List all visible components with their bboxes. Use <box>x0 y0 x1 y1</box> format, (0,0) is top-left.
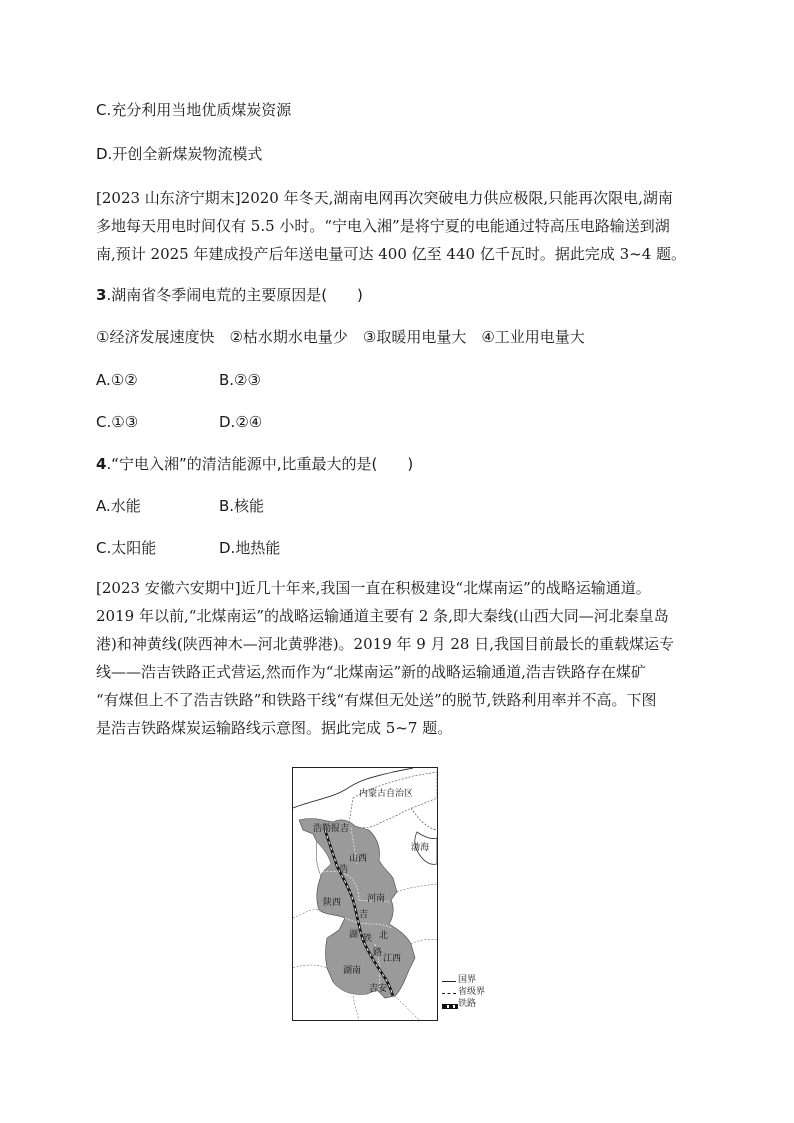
q4-option-b: B.核能 <box>219 497 265 515</box>
outer-boundary-w1 <box>293 910 319 918</box>
label-henan: 河南 <box>367 894 386 904</box>
question-3-stem: .湖南省冬季闹电荒的主要原因是( ) <box>106 286 363 304</box>
outer-boundary-w2 <box>293 965 327 968</box>
label-lu: 路 <box>373 948 383 958</box>
outer-boundary-e2 <box>411 939 437 944</box>
label-inner-mongolia: 内蒙古自治区 <box>359 789 414 799</box>
legend-national-border: 国界 <box>458 975 477 985</box>
legend-railway: 铁路 <box>458 999 477 1009</box>
label-bohai: 渤海 <box>411 843 430 853</box>
legend-provincial-border: 省级界 <box>458 987 486 997</box>
passage1-line3: 南,预计 2025 年建成投产后年送电量可达 400 亿至 440 亿千瓦时。据此完成 3~4 题。 <box>96 245 687 263</box>
q4-option-d: D.地热能 <box>219 539 281 557</box>
label-tie: 铁 <box>363 934 373 944</box>
question-3-statements: ①经济发展速度快 ②枯水期水电量少 ③取暖用电量大 ④工业用电量大 <box>96 328 585 346</box>
legend-railway-swatch <box>442 1004 458 1009</box>
haoji-railway-map <box>292 767 492 1021</box>
label-hao: 浩 <box>339 865 349 875</box>
legend-provincial-border-swatch <box>442 993 456 994</box>
legend-national-border-swatch <box>442 981 456 982</box>
q4-option-a: A.水能 <box>96 497 141 515</box>
label-jian: 吉安 <box>369 984 388 994</box>
passage2-line2: 2019 年以前,“北煤南运”的战略运输通道主要有 2 条,即大秦线(山西大同—河北秦皇岛 <box>96 607 669 625</box>
label-bei: 北 <box>379 931 389 941</box>
q3-option-c: C.①③ <box>96 413 139 431</box>
map-frame <box>292 767 438 1021</box>
question-3 <box>96 285 363 305</box>
question-4 <box>96 454 413 474</box>
label-shaanxi: 陕西 <box>323 898 342 908</box>
label-haolebaoji: 浩勒报吉 <box>313 824 350 834</box>
q3-option-b: B.②③ <box>219 371 261 389</box>
outer-boundary-e1 <box>397 884 437 892</box>
q3-option-a: A.①② <box>96 371 138 389</box>
border-ne <box>411 808 437 830</box>
question-4-number: 4 <box>96 455 107 473</box>
outer-boundary-s1 <box>353 996 359 1020</box>
map-drawing <box>293 768 437 1020</box>
q4-option-c: C.太阳能 <box>96 539 157 557</box>
q3-option-d: D.②④ <box>219 413 263 431</box>
passage2-line4: 线——浩吉铁路正式营运,然而作为“北煤南运”新的战略运输通道,浩吉铁路存在煤矿 <box>96 663 646 681</box>
question-3-number: 3 <box>96 286 107 304</box>
question-4-stem: .“宁电入湘”的清洁能源中,比重最大的是( ) <box>106 455 414 473</box>
label-ji-rail: 吉 <box>359 910 369 920</box>
label-hu: 湖 <box>349 930 359 940</box>
label-jiangxi: 江西 <box>383 954 402 964</box>
passage2-line5: “有煤但上不了浩吉铁路”和铁路干线“有煤但无处送”的脱节,铁路利用率并不高。下图 <box>96 691 657 709</box>
passage2-line3: 港)和神黄线(陕西神木—河北黄骅港)。2019 年 9 月 28 日,我国目前最长的重载煤运专 <box>96 635 674 653</box>
passage1-line2: 多地每天用电时间仅有 5.5 小时。“宁电入湘”是将宁夏的电能通过特高压电路输送到湖 <box>96 217 670 235</box>
passage2-line6: 是浩吉铁路煤炭运输路线示意图。据此完成 5~7 题。 <box>96 719 453 737</box>
label-shanxi: 山西 <box>349 854 368 864</box>
option-d-prev: D.开创全新煤炭物流模式 <box>96 145 263 163</box>
option-c-prev: C.充分利用当地优质煤炭资源 <box>96 101 292 119</box>
passage1-line1: [2023 山东济宁期末]2020 年冬天,湖南电网再次突破电力供应极限,只能再次限电,湖南 <box>96 189 673 207</box>
outer-boundary-s2 <box>395 996 419 1020</box>
passage2-line1: [2023 安徽六安期中]近几十年来,我国一直在积极建设“北煤南运”的战略运输通道。 <box>96 579 651 597</box>
label-hunan: 湖南 <box>343 966 362 976</box>
